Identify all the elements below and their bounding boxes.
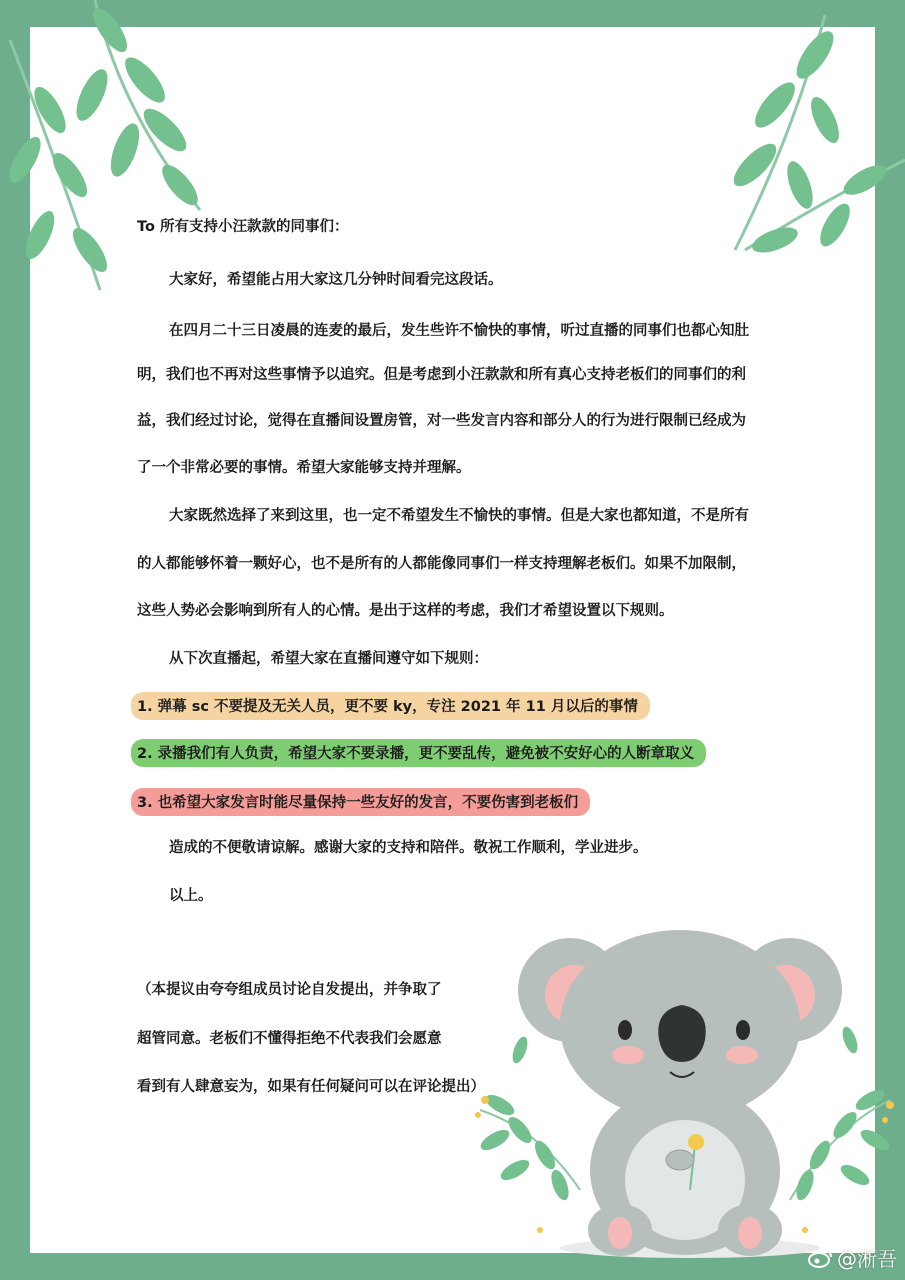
closing-line: 造成的不便敬请谅解。感谢大家的支持和陪伴。敬祝工作顺利，学业进步。 [169,840,648,856]
leaf-branch-top-left-icon [0,0,220,300]
weibo-watermark [807,1243,897,1272]
greeting: To 所有支持小汪款款的同事们： [137,219,349,235]
rule-3: 3. 也希望大家发言时能尽量保持一些友好的发言，不要伤害到老板们 [131,788,590,816]
paragraph-1: 大家好，希望能占用大家这几分钟时间看完这段话。 [169,272,503,288]
paragraph-2-line-3: 益，我们经过讨论，觉得在直播间设置房管，对一些发言内容和部分人的行为进行限制已经成为 [137,413,746,429]
rules-intro: 从下次直播起，希望大家在直播间遵守如下规则： [169,651,488,667]
leaf-branch-top-right-icon [715,10,905,290]
weibo-icon [807,1247,833,1269]
paragraph-2-line-1: 在四月二十三日凌晨的连麦的最后，发生些许不愉快的事情，听过直播的同事们也都心知肚 [169,323,749,339]
paragraph-2-line-4: 了一个非常必要的事情。希望大家能够支持并理解。 [137,460,471,476]
koala-illustration-icon [460,930,905,1260]
note-line-3: 看到有人肆意妄为，如果有任何疑问可以在评论提出） [137,1079,485,1095]
rule-1: 1. 弹幕 sc 不要提及无关人员，更不要 ky，专注 2021 年 11 月以后的事情 [131,692,650,720]
paragraph-3-line-3: 这些人势必会影响到所有人的心情。是出于这样的考虑，我们才希望设置以下规则。 [137,603,674,619]
paragraph-3-line-1: 大家既然选择了来到这里，也一定不希望发生不愉快的事情。但是大家也都知道，不是所有 [169,508,749,524]
end-line: 以上。 [169,888,213,904]
watermark-text: @淅吾 [837,1247,897,1271]
paragraph-3-line-2: 的人都能够怀着一颗好心，也不是所有的人都能像同事们一样支持理解老板们。如果不加限制， [137,556,746,572]
rule-2: 2. 录播我们有人负责，希望大家不要录播，更不要乱传，避免被不安好心的人断章取义 [131,739,706,767]
paragraph-2-line-2: 明，我们也不再对这些事情予以追究。但是考虑到小汪款款和所有真心支持老板们的同事们的利 [137,367,746,383]
note-line-1: （本提议由夸夸组成员讨论自发提出，并争取了 [137,982,442,998]
note-line-2: 超管同意。老板们不懂得拒绝不代表我们会愿意 [137,1031,442,1047]
